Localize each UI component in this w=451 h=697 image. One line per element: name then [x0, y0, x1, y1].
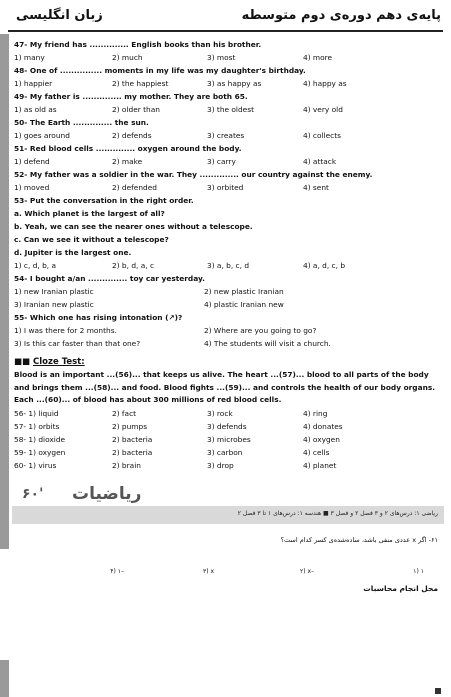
- option[interactable]: 3) Iranian new plastic: [14, 300, 94, 309]
- conversation-line: c. Can we see it without a telescope?: [14, 235, 169, 244]
- option[interactable]: 3) creates: [207, 131, 245, 140]
- question: [14, 168, 442, 194]
- option[interactable]: 4) ring: [303, 408, 328, 418]
- option[interactable]: 1) many: [14, 53, 45, 62]
- option[interactable]: 4) oxygen: [303, 434, 340, 444]
- option[interactable]: 2) Where are you going to go?: [204, 326, 317, 335]
- option[interactable]: ۴) ۱–: [110, 568, 124, 575]
- option[interactable]: 4) very old: [303, 105, 343, 114]
- option[interactable]: ۲) x–: [299, 568, 314, 575]
- question-text: 52- My father was a soldier in the war. They .............. our country against the enemy.: [14, 170, 373, 179]
- question-list: [14, 38, 442, 472]
- options: [14, 77, 442, 90]
- options: [14, 103, 442, 116]
- option[interactable]: ۱) ۱: [413, 568, 424, 575]
- option[interactable]: 56- 1) liquid: [14, 408, 59, 418]
- conversation-line: d. Jupiter is the largest one.: [14, 248, 132, 257]
- cloze-heading: [14, 356, 442, 369]
- cloze-row: [14, 433, 442, 446]
- option[interactable]: 1) I was there for 2 months.: [14, 326, 117, 335]
- question-text: 49- My father is .............. my mother. They are both 65.: [14, 92, 248, 101]
- option[interactable]: 2) b, d, a, c: [112, 261, 155, 270]
- time-badge: ۶۰': [22, 486, 44, 502]
- cloze-bullet: ■■: [14, 357, 31, 367]
- option[interactable]: 2) bacteria: [112, 434, 153, 444]
- options: [14, 298, 442, 311]
- option[interactable]: 3) carry: [207, 157, 236, 166]
- cloze-passage: Blood is an important ...(56)... that keeps us alive. The heart ...(57)... blood to all parts of the body and brings them ...(58)... and food. Blood fights ...(59)... and controls the health of our body organs. Each ...(60)... of blood has about 300 millions of red blood cells.: [14, 370, 436, 404]
- options: [14, 324, 442, 337]
- subject-title: زبان انگلیسی: [16, 8, 103, 23]
- option[interactable]: 4) plastic Iranian new: [204, 300, 284, 309]
- cloze-row: [14, 446, 442, 459]
- question: [14, 90, 442, 116]
- option[interactable]: 2) make: [112, 157, 143, 166]
- option[interactable]: 1) happier: [14, 79, 53, 88]
- option[interactable]: 4) collects: [303, 131, 341, 140]
- question-53: [14, 194, 442, 272]
- option[interactable]: 4) donates: [303, 421, 343, 431]
- option[interactable]: 2) defends: [112, 131, 152, 140]
- options: [14, 259, 442, 272]
- option[interactable]: 57- 1) orbits: [14, 421, 60, 431]
- cloze-title: Cloze Test:: [33, 357, 85, 367]
- question-55: [14, 311, 442, 350]
- math-brand: [16, 482, 256, 506]
- cloze-row: [14, 420, 442, 433]
- option[interactable]: 4) The students will visit a church.: [204, 339, 331, 348]
- option[interactable]: 3) the oldest: [207, 105, 254, 114]
- options: [14, 51, 442, 64]
- options: [14, 181, 442, 194]
- topic-text: ریاضی ۱: درس‌های ۲ و ۳ فصل ۲ و فصل ۳ ■ هندسه ۱: درس‌های ۱ تا ۳ فصل ۲: [237, 510, 438, 517]
- option[interactable]: 2) fact: [112, 408, 137, 418]
- math-question: ۶۱- اگر x عددی منفی باشد، ساده‌شده‌ی کسر کدام است؟: [280, 536, 438, 544]
- option[interactable]: 3) rock: [207, 408, 233, 418]
- option[interactable]: 4) more: [303, 53, 333, 62]
- options: [14, 285, 442, 298]
- side-bar: [0, 34, 9, 549]
- cloze-row: [14, 459, 442, 472]
- option[interactable]: 3) drop: [207, 460, 234, 470]
- question: [14, 64, 442, 90]
- topic-strip: [12, 506, 444, 524]
- question-54: [14, 272, 442, 311]
- options: [14, 155, 442, 168]
- option[interactable]: 2) the happiest: [112, 79, 169, 88]
- cloze-row: [14, 407, 442, 420]
- option[interactable]: 1) goes around: [14, 131, 70, 140]
- option[interactable]: 3) as happy as: [207, 79, 262, 88]
- option[interactable]: 4) a, d, c, b: [303, 261, 346, 270]
- conversation-line: b. Yeah, we can see the nearer ones without a telescope.: [14, 222, 253, 231]
- option[interactable]: 1) moved: [14, 183, 50, 192]
- options: [14, 129, 442, 142]
- question-text: 47- My friend has .............. English books than his brother.: [14, 40, 262, 49]
- question-text: 55- Which one has rising intonation (↗)?: [14, 313, 183, 322]
- option[interactable]: 2) much: [112, 53, 143, 62]
- option[interactable]: 59- 1) oxygen: [14, 447, 66, 457]
- question-text: 53- Put the conversation in the right order.: [14, 196, 194, 205]
- option[interactable]: 3) orbited: [207, 183, 244, 192]
- cloze-options: [14, 407, 442, 472]
- math-title: ریاضیات: [72, 484, 142, 504]
- option[interactable]: 4) planet: [303, 460, 337, 470]
- option[interactable]: 4) attack: [303, 157, 337, 166]
- question-text: 54- I bought a/an .............. toy car yesterday.: [14, 274, 205, 283]
- option[interactable]: 2) older than: [112, 105, 160, 114]
- option[interactable]: 1) new Iranian plastic: [14, 287, 94, 296]
- option[interactable]: 60- 1) virus: [14, 460, 57, 470]
- option[interactable]: 1) defend: [14, 157, 50, 166]
- page-marker: [435, 688, 441, 694]
- option[interactable]: 3) microbes: [207, 434, 251, 444]
- option[interactable]: 3) defends: [207, 421, 247, 431]
- option[interactable]: 1) c, d, b, a: [14, 261, 57, 270]
- question: [14, 116, 442, 142]
- question-text: 50- The Earth .............. the sun.: [14, 118, 149, 127]
- question-text: 51- Red blood cells .............. oxygen around the body.: [14, 144, 242, 153]
- option[interactable]: 1) as old as: [14, 105, 57, 114]
- option[interactable]: 2) bacteria: [112, 447, 153, 457]
- work-area-label: محل انجام محاسبات: [363, 584, 438, 593]
- option[interactable]: 2) pumps: [112, 421, 148, 431]
- page-header: [0, 0, 451, 34]
- conversation-line: a. Which planet is the largest of all?: [14, 209, 165, 218]
- options: [14, 337, 442, 350]
- question: [14, 38, 442, 64]
- grade-title: پایه‌ی دهم دوره‌ی دوم متوسطه: [241, 8, 441, 23]
- header-divider: [8, 30, 443, 32]
- option[interactable]: 2) defended: [112, 183, 157, 192]
- option[interactable]: 4) happy as: [303, 79, 347, 88]
- option[interactable]: 3) Is this car faster than that one?: [14, 339, 141, 348]
- option[interactable]: 3) most: [207, 53, 236, 62]
- option[interactable]: 2) new plastic Iranian: [204, 287, 284, 296]
- option[interactable]: 4) sent: [303, 183, 329, 192]
- question-text: 48- One of ............... moments in my life was my daughter's birthday.: [14, 66, 306, 75]
- math-section: [12, 480, 444, 670]
- option[interactable]: 4) cells: [303, 447, 330, 457]
- option[interactable]: 58- 1) dioxide: [14, 434, 66, 444]
- side-bar-lower: [0, 660, 9, 697]
- option[interactable]: 2) brain: [112, 460, 141, 470]
- option[interactable]: ۳) x: [202, 568, 214, 575]
- mcq-block: [14, 38, 442, 194]
- option[interactable]: 3) a, b, c, d: [207, 261, 250, 270]
- option[interactable]: 3) carbon: [207, 447, 243, 457]
- question: [14, 142, 442, 168]
